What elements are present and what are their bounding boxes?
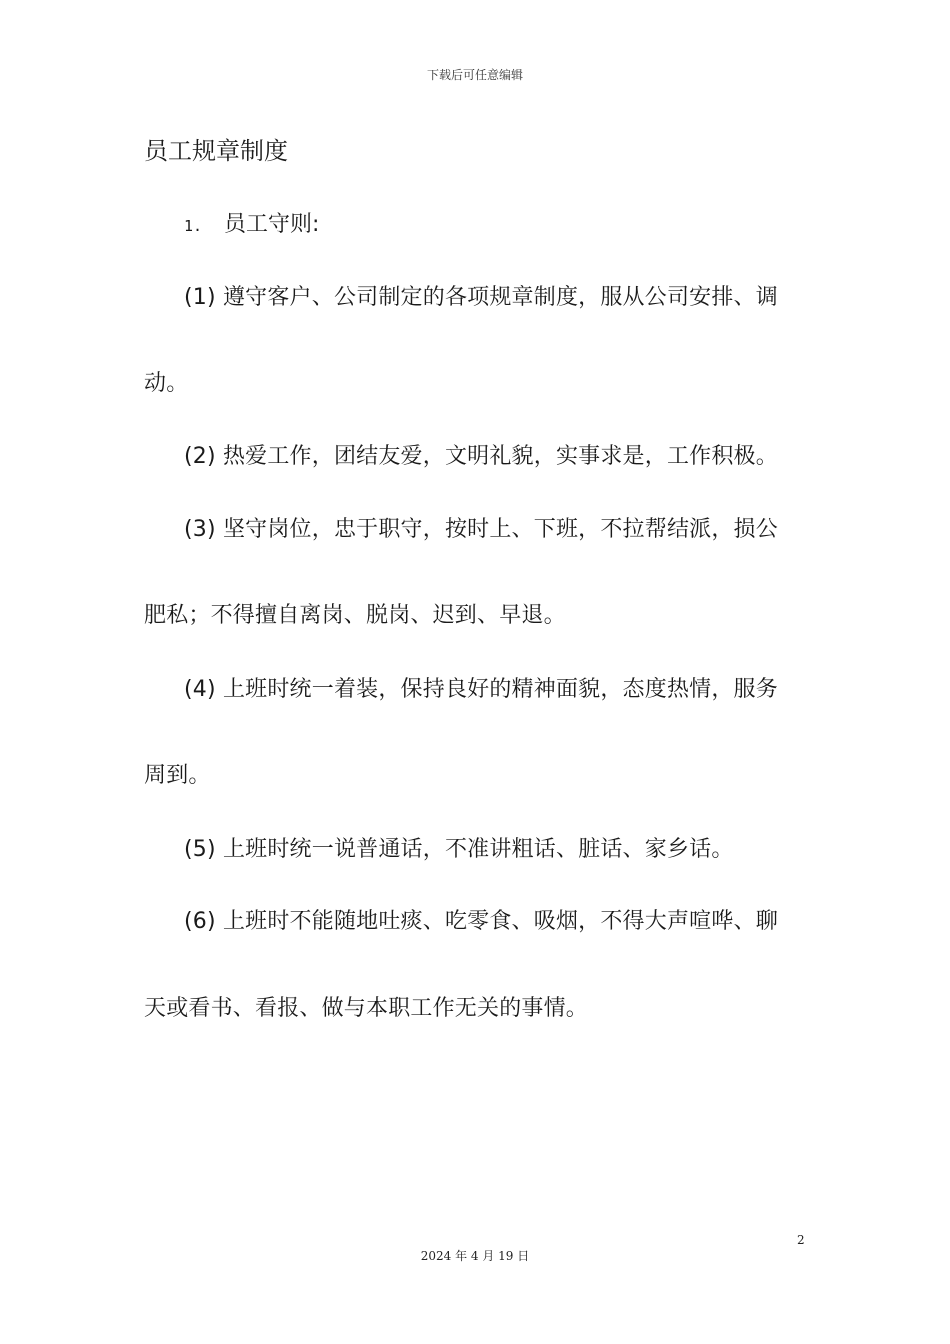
rule-6-line-1: (6) 上班时不能随地吐痰、吃零食、吸烟，不得大声喧哗、聊 [184,909,778,934]
rule-1-line-1: (1) 遵守客户、公司制定的各项规章制度，服从公司安排、调 [184,285,778,310]
rule-5-line-1: (5) 上班时统一说普通话，不准讲粗话、脏话、家乡话。 [184,837,734,862]
rule-6-line-2: 天或看书、看报、做与本职工作无关的事情。 [144,996,589,1021]
page-header: 下载后可任意编辑 [426,68,523,82]
rule-4-line-2: 周到。 [144,763,211,788]
rule-3-line-2: 肥私；不得擅自离岗、脱岗、迟到、早退。 [144,603,566,628]
footer-date: 2024 年 4 月 19 日 [420,1249,530,1263]
page-number: 2 [797,1233,805,1247]
document-title: 员工规章制度 [144,137,288,165]
section-number: 1. [184,217,203,235]
rule-1-line-2: 动。 [144,371,189,396]
rule-3-line-1: (3) 坚守岗位，忠于职守，按时上、下班，不拉帮结派，损公 [184,517,778,542]
section-heading-text: 员工守则: [224,212,320,237]
section-heading [184,211,319,240]
rule-2-line-1: (2) 热爱工作，团结友爱，文明礼貌，实事求是，工作积极。 [184,444,778,469]
rule-4-line-1: (4) 上班时统一着装，保持良好的精神面貌，态度热情，服务 [184,677,778,702]
